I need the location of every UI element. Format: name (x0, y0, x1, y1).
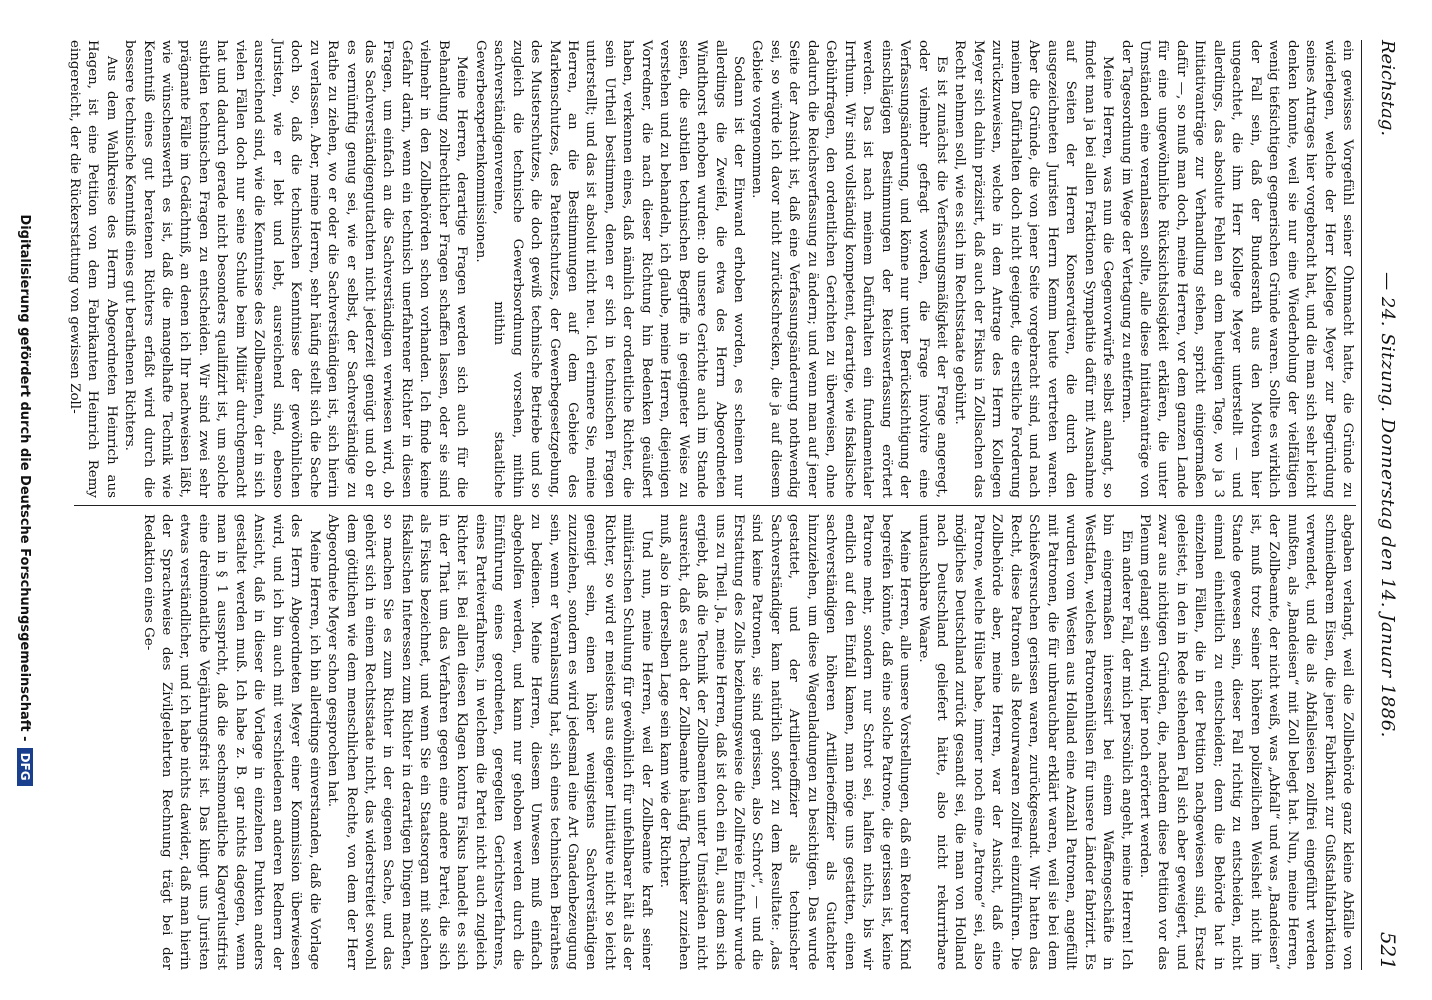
paragraph: Meine Herren, derartige Fragen werden sich auch für die Behandlung zollrechtlicher Fragen schaffen lassen, oder sie sind vielmehr in den Zollbehörden schon vorhanden. Ich finde keine Gefahr darin, wenn ein technisch unerfahrener Richter in diesen Fragen, um einfach an die Sachverständigen verwiesen wird, ob das Sachverständigengutachten nicht jederzeit genügt und ob er es vernünftig genug sei, wie er selbst, der Sachverständige zu Rathe zu ziehen, wo er oder die Sachverständigen ist, sich hierin zu verlassen. Aber, meine Herren, sehr häufig stellt sich die Sache doch so, daß die technischen Kenntnisse der gewöhnlichen Juristen, wie er lebt und lebt, ausreichend sind, ebenso ausreichend sind, wie die Kenntnisse des Zollbeamten, der in sich vielen Fällen doch nur seine Schule beim Militär durchgemacht hat und dadurch gerade nicht besonders qualifizirt ist, um solche subtilen technischen Fragen zu entscheiden. Wir sind zwei sehr prägnante Fälle im Gedächtniß, an denen ich Ihr nachweisen läßt, wie wünschenswerth es ist, daß die mangelhafte Technik wie Kenntniß eines gut beratenen Richters erfaßt wird durch die bessere technische Kenntniß eines gut berathenen Richters. (122, 40, 470, 498)
credit-text: Digitalisierung gefördert durch die Deutsche Forschungsgemeinschaft - (17, 214, 33, 742)
right-column (74, 514, 1356, 970)
column-divider (74, 505, 1356, 506)
paragraph: Meine Herren, alle unsere Vorstellungen, daß ein Retourer Kind begreifen könnte, daß eine solche Patrone, die gerissen ist, keine Patrone mehr, sondern nur Schrot sei, halfen nichts, bis wir endlich auf den Einfall kamen, man möge uns gestatten, einen sachverständigen höheren Artillerieoffizier als Gutachter hinzuziehen, um diese Wagenladungen zu besichtigen. Das wurde gestattet, und der Artillerieoffizier als technischer Sachverständiger kam natürlich sofort zu dem Resultate: „das sind keine Patronen, sie sind gerissen, also Schrot“, — und die Erstattung des Zolls beziehungsweise die Zollfreie Einfuhr wurde uns zu Theil. Ja, meine Herren, daß ist doch ein Fall, aus dem sich ergiebt, daß die Technik der Zollbeamten unter Umständen nicht ausreicht, daß es auch der Zollbeamte häufig Techniker zuziehen muß, also in derselben Lage sein kann wie der Richter. (657, 514, 913, 970)
text-columns (66, 40, 1356, 970)
paragraph: Und nun, meine Herren, weil der Zollbeamte kraft seiner militärischen Schulung für gewöhnlich für unfehlbarer hält als der Richter, so wird er meistens aus eigener Initiative nicht so leicht geneigt sein, einen höher wenigstens Sachverständigen zuzuziehen, sondern es wird jedesmal eine Art Gnadenbezeugung sein, wenn er Veranlassung hat, sich eines technischen Beirathes zu bedienen. Meine Herren, diesem Unwesen muß einfach abgeholfen werden, und kann nur gehoben werden durch die Einführung eines geordneten, geregelten Gerichtsverfahrens, eines Parteiverfahrens, in welchem die Partei nicht auch zugleich Richter ist. Bei allen diesen Klagen kontra Fiskus handelt es sich in der That um das Verfahren gegen eine andere Partei, die sich als Fiskus bezeichnet, und wenn Sie ein Staatsorgan mit solchen fiskalischen Interessen zum Richter in derartigen Dingen machen, so machen Sie es zum Richter in der eigenen Sache, und das gehört sich in einem Rechtsstaate nicht, das widerstreitet sowohl dem göttlichen wie dem menschlichen Rechte, von dem der Herr Abgeordnete Meyer schon gesprochen hat. (325, 514, 654, 970)
paragraph: abgaben verlangt, weil die Zollbehörde ganz kleine Abfälle von schmiedbarem Eisen, die jener Fabrikant zur Gußstahlfabrikation verwendet, und die als Abfallseisen zollfrei eingeführt werden mußten, als „Bandeisen“ mit Zoll belegt hat. Nun, meine Herren, der Zollbeamte, der nicht weiß, was „Abfall“ und was „Bandeisen“ ist, muß trotz seiner höheren polizeilichen Weisheit nicht im Stande gewesen sein, dieser Fall richtig zu entscheiden, nicht einmal einheitlich zu entscheiden; denn die Behörde hat in einzelnen Fällen, die in der Petition nachgewiesen sind, Ersatz geleistet, in den in Rede stehenden Fall sich aber geweigert, und zwar aus nichtigen Gründen, die, nachdem diese Petition vor das Plenum gelangt sein wird, hier noch erörtert werden. (1137, 514, 1355, 970)
paragraph: Meine Herren, was nun die Gegenvorwürfe selbst anlangt, so findet man ja bei allen Fraktionen Sympathie dafür mit Ausnahme auf Seiten der Herren Konservativen, die durch den ausgezeichneten Juristen Herrn Kemm heute vertreten waren. Aber die Gründe, die von jener Seite vorgebracht sind, und nach meinem Dafürhalten doch nicht geeignet, die erstliche Forderung zurückzuweisen, welche in dem Antrage des Herrn Kollegen Meyer sich dahin präzisirt, daß auch der Fiskus in Zollsachen das Recht nehmen soll, wie es sich im Rechtsstaate gebührt. (952, 40, 1116, 498)
paragraph: Ein anderer Fall, der mich persönlich angeht, meine Herren! Ich bin eingermaßen interessirt bei einem Waffengeschäfte in Westfalen, welches Patronenhülsen für unsere Länder fabrizirt. Es wurden vom Westen aus Holland eine Anzahl Patronen, angefüllt mit Patronen, die für unbrauchbar erklärt waren, weil sie bei dem Schießversuchen gerissen waren, zurückgesandt. Wir hatten das Recht, diese Patronen als Retourwaaren zollfrei einzuführen. Die Zollbehörde aber, meine Herren, war der Ansicht, daß eine Patrone, welche Hülse habe, immer noch eine „Patrone“ sei, also mögliches Deutschland zurück gesandt sei, die man von Holland nach Deutschland geliefert hätte, also nicht rekurrirbare umtauschbare Waare. (915, 514, 1134, 970)
paragraph: ein gewisses Vorgefühl seiner Ohnmacht hatte, die Gründe zu widerlegen, welche der Herr Kollege Meyer zur Begründung seines Antrages hier vorgebracht hat, und die man sich sehr leicht denken konnte, weil sie nur eine Wiederholung der vielfältigen wenig tiefsichtigen gegnerischen Gründe waren. Sollte es wirklich der Fall sein, daß der Bundesrath aus den Motiven hier ungeachtet, die ihm Herr Kollege Meyer unterstellt — und allerdings, das absolute Fehlen an dem heutigen Tage, wo ja 3 Initiativanträge zur Verhandlung stehen, spricht einigermaßen dafür —, so muß man doch, meine Herren, vor dem ganzen Lande für eine ungewöhnliche Rücksichtslosigkeit erklären, die unter Umständen eine veranlassen sollte, alle diese Initiativanträge von der Tagesordnung im Wege der Vertagung zu entfernen. (1118, 40, 1355, 498)
paragraph: Es ist zunächst die Verfassungsmäßigkeit der Frage angeregt, oder vielmehr gefragt worden, die Frage involvire eine Verfassungsänderung, und könne nur unter Berücksichtigung der einschlägigen Bestimmungen der Reichsverfassung erörtert werden. Das ist nach meinem Dafürhalten ein fundamentaler Irrthum. Wir sind vollständig kompetent, derartige, wie fiskalische Gebührfragen, den ordentlichen Gerichten zu überweisen, ohne dadurch die Reichsverfassung zu ändern; und wenn man auf jener Seite der Ansicht ist, daß eine Verfassungsänderung nothwendig sei, so würde ich davor nicht zurückschrecken, die ja auf diesem Gebiete vorgenommen. (749, 40, 950, 498)
header-title: Reichstag. (1377, 40, 1398, 137)
page-header (1366, 40, 1406, 970)
left-column (66, 40, 1356, 498)
paragraph: Meine Herren, ich bin allerdings einverstanden, daß die Vorlage des Herrn Abgeordneten Meyer einer Kommission überwiesen wird, und ich bin auch mit verschiedenen anderen Rednern der Ansicht, daß in dieser die Vorlage in einzelnen Punkten anders gestaltet werden muß. Ich habe z. B. gar nichts dagegen, wenn man in § 1 ausspricht, daß die sechsmonatliche Klagverlustfrist eine dreimonatliche Verjährungsfrist ist. Das klingt uns Juristen etwas verständlicher, und ich habe nichts dawider, daß man hierin der Sprachweise des Zivilgelehrten Rechnung trägt bei der Redaktion eines Ge- (140, 514, 322, 970)
paragraph: Sodann ist der Einwand erhoben worden, es scheinen nur allerdings die Zweifel, die etwa des Herrn Abgeordneten Windthorst erhoben wurden: ob unsere Gerichte auch im Stande seien, die subtilen technischen Begriffe in geeigneter Weise zu verstehen und zu behandeln, ich glaube, meine Herren, diejenigen Vorredner, die nach dieser Richtung hin Bedenken geäußert haben, verkennen eines, daß nämlich der ordentliche Richter, die sein Urtheil bestimmen, denen er sich in technischen Fragen unterstellt; und das ist absolut nicht neu. Ich erinnere Sie, meine Herren, an die Bestimmungen auf dem Gebiete des Markenschutzes, des Patentschutzes, der Gewerbegesetzgebung, des Musterschutzes, die doch gewiß technische Betriebe und so zugleich die technische Gewerbsordnung vorsehen, mithin sachverständigenvereine, mithin staatliche Gewerbeexpertenkommissionen. (472, 40, 747, 498)
dfg-logo: DFG (17, 748, 33, 786)
header-divider (1361, 40, 1362, 970)
digitization-credit (14, 120, 36, 880)
page-number: 521 (1376, 931, 1400, 970)
header-session-date: — 24. Sitzung. Donnerstag den 14. Januar 1886. (1377, 272, 1398, 738)
paragraph: Aus dem Wahlkreise des Herrn Abgeordneten Heinrich aus Hagen, ist eine Petition von dem Fabrikanten Heinrich Remy eingereicht, der die Rückerstattung von gewissen Zoll- (66, 40, 119, 498)
